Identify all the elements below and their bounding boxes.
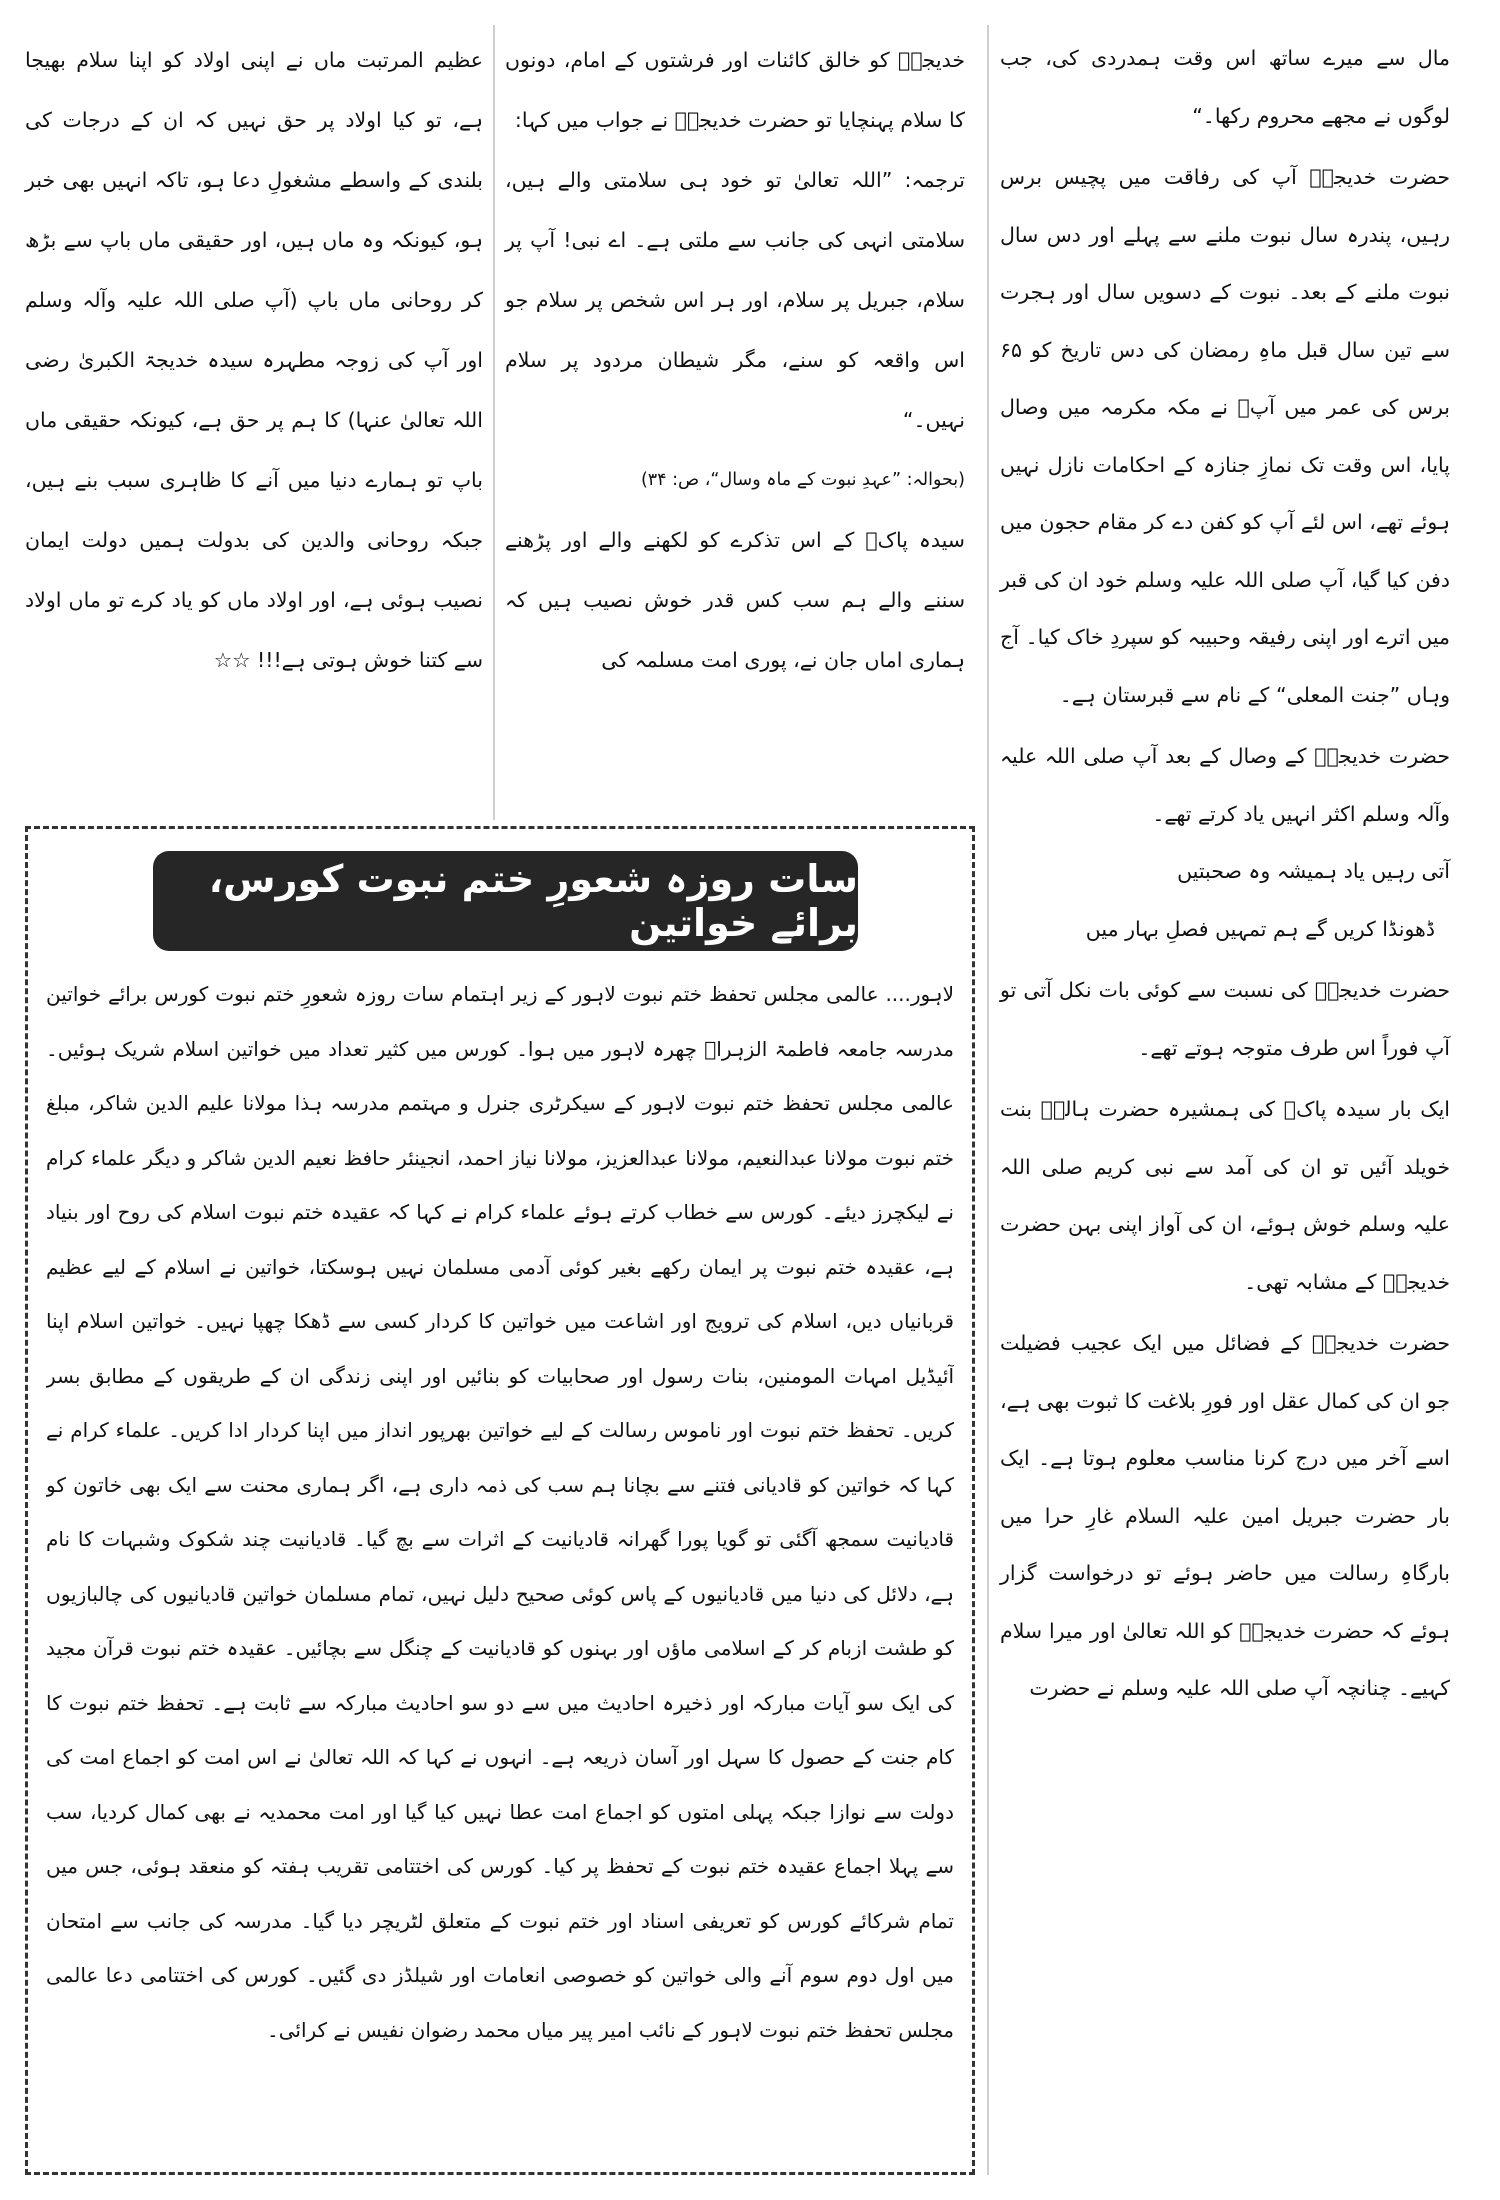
left-article-column xyxy=(25,30,483,820)
article-paragraph: حضرت خدیجہؓ کے وصال کے بعد آپ صلی اللہ علیہ وآلہ وسلم اکثر انہیں یاد کرتے تھے۔ xyxy=(1000,744,1450,826)
news-paragraph: لاہور.... عالمی مجلس تحفظ ختم نبوت لاہور کے زیر اہتمام سات روزہ شعورِ ختم نبوت کورس برائے خواتین مدرسہ جامعہ فاطمۃ الزہراؓ چھرہ لاہور میں ہوا۔ کورس میں کثیر تعداد میں خواتین اسلام شریک ہوئیں۔ عالمی مجلس تحفظ ختم نبوت لاہور کے سیکرٹری جنرل و مہتمم مدرسہ ہذا مولانا علیم الدین شاکر، مبلغ ختم نبوت مولانا عبدالنعیم، مولانا عبدالعزیز، مولانا نیاز احمد، انجینئر حافظ نعیم الدین شاکر و دیگر علماء کرام نے لیکچرز دیئے۔ کورس سے خطاب کرتے ہوئے علماء کرام نے کہا کہ عقیدہ ختم نبوت اسلام کی روح اور بنیاد ہے، عقیدہ ختم نبوت پر ایمان رکھے بغیر کوئی آدمی مسلمان نہیں ہوسکتا، خواتین نے اسلام کے لیے عظیم قربانیاں دیں، اسلام کی ترویج اور اشاعت میں خواتین کا کردار کسی سے ڈھکا چھپا نہیں۔ خواتین اسلام اپنا آئیڈیل امہات المومنین، بنات رسول اور صحابیات کو بنائیں اور اپنی زندگی ان کے طریقوں کے مطابق بسر کریں۔ تحفظ ختم نبوت اور ناموس رسالت کے لیے خواتین بھرپور انداز میں اپنا کردار ادا کریں۔ علماء کرام نے کہا کہ خواتین کو قادیانی فتنے سے بچانا ہم سب کی ذمہ داری ہے، اگر ہماری محنت سے ایک بھی خاتون کو قادیانیت سمجھ آگئی تو گویا پورا گھرانہ قادیانیت کے اثرات سے بچ گیا۔ قادیانیت چند شکوک وشبہات کا نام ہے، دلائل کی دنیا میں قادیانیوں کے پاس کوئی صحیح دلیل نہیں، تمام مسلمان خواتین قادیانیوں کی چالبازیوں کو طشت ازبام کر کے اسلامی ماؤں اور بہنوں کو قادیانیت کے چنگل سے بچائیں۔ عقیدہ ختم نبوت قرآن مجید کی ایک سو آیات مبارکہ اور ذخیرہ احادیث میں سے دو سو احادیث مبارکہ سے ثابت ہے۔ تحفظ ختم نبوت کا کام جنت کے حصول کا سہل اور آسان ذریعہ ہے۔ انہوں نے کہا کہ اللہ تعالیٰ نے اس امت کو اجماع امت کی دولت سے نوازا جبکہ پہلی امتوں کو اجماع امت عطا نہیں کیا گیا اور امت محمدیہ نے بھی کمال کردیا، سب سے پہلا اجماع عقیدہ ختم نبوت کے تحفظ پر کیا۔ کورس کی اختتامی تقریب ہفتہ کو منعقد ہوئی، جس میں تمام شرکائے کورس کو تعریفی اسناد اور ختم نبوت کے متعلق لٹریچر دیا گیا۔ مدرسہ کی جانب سے امتحان میں اول دوم سوم آنے والی خواتین کو خصوصی انعامات اور شیلڈز دی گئیں۔ کورس کی اختتامی دعا عالمی مجلس تحفظ ختم نبوت لاہور کے نائب امیر پیر میاں محمد رضوان نفیس نے کرائی۔ xyxy=(46,982,954,2042)
translation-paragraph: ترجمہ: ”اللہ تعالیٰ تو خود ہی سلامتی والے ہیں، سلامتی انہی کی جانب سے ملتی ہے۔ اے نبی! آپ پر سلام، جبریل پر سلام، اور ہر اس شخص پر سلام جو اس واقعہ کو سنے، مگر شیطان مردود پر سلام نہیں۔“ xyxy=(505,168,965,432)
reference-citation: (بحوالہ: ”عہدِ نبوت کے ماہ وسال“، ص: ۳۴) xyxy=(640,470,965,490)
article-paragraph: حضرت خدیجہؓ کے فضائل میں ایک عجیب فضیلت جو ان کی کمال عقل اور فورِ بلاغت کا ثبوت بھی ہے، اسے آخر میں درج کرنا مناسب معلوم ہوتا ہے۔ ایک بار حضرت جبریل امین علیہ السلام غارِ حرا میں بارگاہِ رسالت میں حاضر ہوئے تو درخواست گزار ہوئے کہ حضرت خدیجہؓ کو اللہ تعالیٰ اور میرا سلام کہیے۔ چنانچہ آپ صلی اللہ علیہ وسلم نے حضرت xyxy=(1000,1331,1450,1700)
news-body xyxy=(46,967,954,2157)
news-headline: سات روزہ شعورِ ختم نبوت کورس، برائے خواتین xyxy=(153,851,858,951)
news-box xyxy=(25,826,975,2175)
article-paragraph: خدیجہؓ کو خالق کائنات اور فرشتوں کے امام، دونوں کا سلام پہنچایا تو حضرت خدیجہؓ نے جواب میں کہا: xyxy=(505,48,965,132)
column-divider-left xyxy=(493,25,495,820)
right-article-column xyxy=(1000,30,1450,2175)
article-paragraph: حضرت خدیجہؓ آپ کی رفاقت میں پچیس برس رہیں، پندرہ سال نبوت ملنے سے پہلے اور دس سال نبوت ملنے کے بعد۔ نبوت کے دسویں سال اور ہجرت سے تین سال قبل ماہِ رمضان کی دس تاریخ کو ۶۵ برس کی عمر میں آپؓ نے مکہ مکرمہ میں وصال پایا، اس وقت تک نمازِ جنازہ کے احکامات نازل نہیں ہوئے تھے، اس لئے آپ کو کفن دے کر مقام حجون میں دفن کیا گیا، آپ صلی اللہ علیہ وسلم خود ان کی قبر میں اترے اور اپنی رفیقہ وحبیبہ کو سپردِ خاک کیا۔ آج وہاں ”جنت المعلی“ کے نام سے قبرستان ہے۔ xyxy=(1000,165,1450,707)
article-paragraph: عظیم المرتبت ماں نے اپنی اولاد کو اپنا سلام بھیجا ہے، تو کیا اولاد پر حق نہیں کہ ان کے درجات کی بلندی کے واسطے مشغولِ دعا ہو، تاکہ انہیں بھی خبر ہو، کیونکہ وہ ماں ہیں، اور حقیقی ماں باپ سے بڑھ کر روحانی ماں باپ (آپ صلی اللہ علیہ وآلہ وسلم اور آپ کی زوجہ مطہرہ سیدہ خدیجۃ الکبریٰ رضی اللہ تعالیٰ عنہا) کا ہم پر حق ہے، کیونکہ حقیقی ماں باپ تو ہمارے دنیا میں آنے کا ظاہری سبب بنے ہیں، جبکہ روحانی والدین کی بدولت ہمیں دولت ایمان نصیب ہوئی ہے، اور اولاد ماں کو یاد کرے تو ماں اولاد سے کتنا خوش ہوتی ہے!!! ☆☆ xyxy=(25,48,483,672)
article-paragraph: حضرت خدیجہؓ کی نسبت سے کوئی بات نکل آتی تو آپ فوراً اس طرف متوجہ ہوتے تھے۔ xyxy=(1000,978,1450,1060)
verse-line: آتی رہیں یاد ہمیشہ وہ صحبتیں xyxy=(1177,859,1450,883)
article-paragraph: سیدہ پاکؓ کے اس تذکرے کو لکھنے والے اور پڑھنے سننے والے ہم سب کس قدر خوش نصیب ہیں کہ ہماری اماں جان نے، پوری امت مسلمہ کی xyxy=(505,528,965,672)
middle-article-column xyxy=(505,30,965,820)
article-paragraph: ایک بار سیدہ پاکؓ کی ہمشیرہ حضرت ہالہؓ بنت خویلد آئیں تو ان کی آمد سے نبی کریم صلی اللہ علیہ وسلم خوش ہوئے، ان کی آواز اپنی بہن حضرت خدیجہؓ کے مشابہ تھی۔ xyxy=(1000,1097,1450,1294)
verse-line: ڈھونڈا کریں گے ہم تمہیں فصلِ بہار میں xyxy=(1085,916,1435,941)
article-paragraph: مال سے میرے ساتھ اس وقت ہمدردی کی، جب لوگوں نے مجھے محروم رکھا۔“ xyxy=(1000,46,1450,128)
column-divider-right xyxy=(987,25,989,2175)
